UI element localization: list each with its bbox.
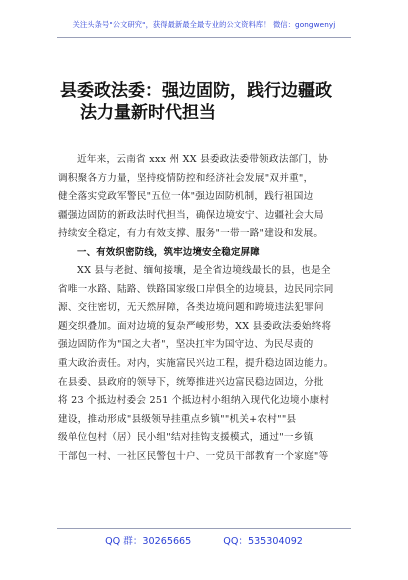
body-line: 建设，推动形成"县级领导挂重点乡镇""机关+农村""县 — [58, 413, 297, 425]
body-line: 将 23 个抵边村委会 251 个抵边村小组纳入现代化边境小康村 — [58, 395, 330, 407]
document-body — [58, 151, 356, 466]
qq-group: QQ 群：30265665 — [105, 536, 192, 547]
body-line: 调积聚各方力量，坚持疫情防控和经济社会发展"双并重"， — [58, 172, 314, 184]
body-line: 级单位包村（居）民小组"结对挂钩支援模式，通过"一乡镇 — [58, 432, 314, 444]
body-line: 健全落实党政军警民"五位一体"强边固防机制，践行祖国边 — [58, 191, 314, 203]
qq-number: QQ：535304092 — [223, 536, 303, 547]
document-title — [60, 80, 350, 124]
body-line: 疆强边固防的新政法时代担当，确保边境安宁、边疆社会大局 — [58, 209, 324, 221]
body-line: 题交织叠加。面对边境的复杂严峻形势，XX 县委政法委始终将 — [58, 320, 332, 332]
body-line: 强边固防作为"国之大者"，坚决扛牢为国守边、为民尽责的 — [58, 339, 314, 351]
footer-contact — [0, 533, 408, 547]
body-line: XX 县与老挝、缅甸接壤，是全省边境线最长的县，也是全 — [77, 265, 331, 277]
footer-divider — [57, 528, 351, 529]
body-line: 源、交往密切，无天然屏障，各类边境问题和跨境违法犯罪问 — [58, 302, 324, 314]
body-line: 在县委、县政府的领导下，统筹推进兴边富民稳边固边，分批 — [58, 376, 324, 388]
section-heading: 一、有效织密防线，筑牢边境安全稳定屏障 — [77, 246, 260, 258]
header-divider — [57, 37, 351, 38]
body-line: 重大政治责任。对内，实施富民兴边工程，提升稳边固边能力。 — [58, 358, 334, 370]
body-line: 近年来，云南省 xxx 州 XX 县委政法委带领政法部门，协 — [77, 154, 329, 165]
body-line: 持续安全稳定，有力有效支撑、服务"一带一路"建设和发展。 — [58, 228, 324, 240]
body-line: 干部包一村、一社区民警包十户、一党员干部教育一个家庭"等 — [58, 450, 329, 462]
title-line: 县委政法委：强边固防，践行边疆政 — [60, 81, 332, 101]
header-note: 关注头条号"公文研究"，获得最新最全最专业的公文资料库！ 微信：gongwenyj — [72, 20, 336, 29]
body-line: 省唯一水路、陆路、铁路国家级口岸俱全的边境县，边民同宗同 — [58, 283, 334, 295]
title-line: 法力量新时代担当 — [80, 103, 216, 123]
